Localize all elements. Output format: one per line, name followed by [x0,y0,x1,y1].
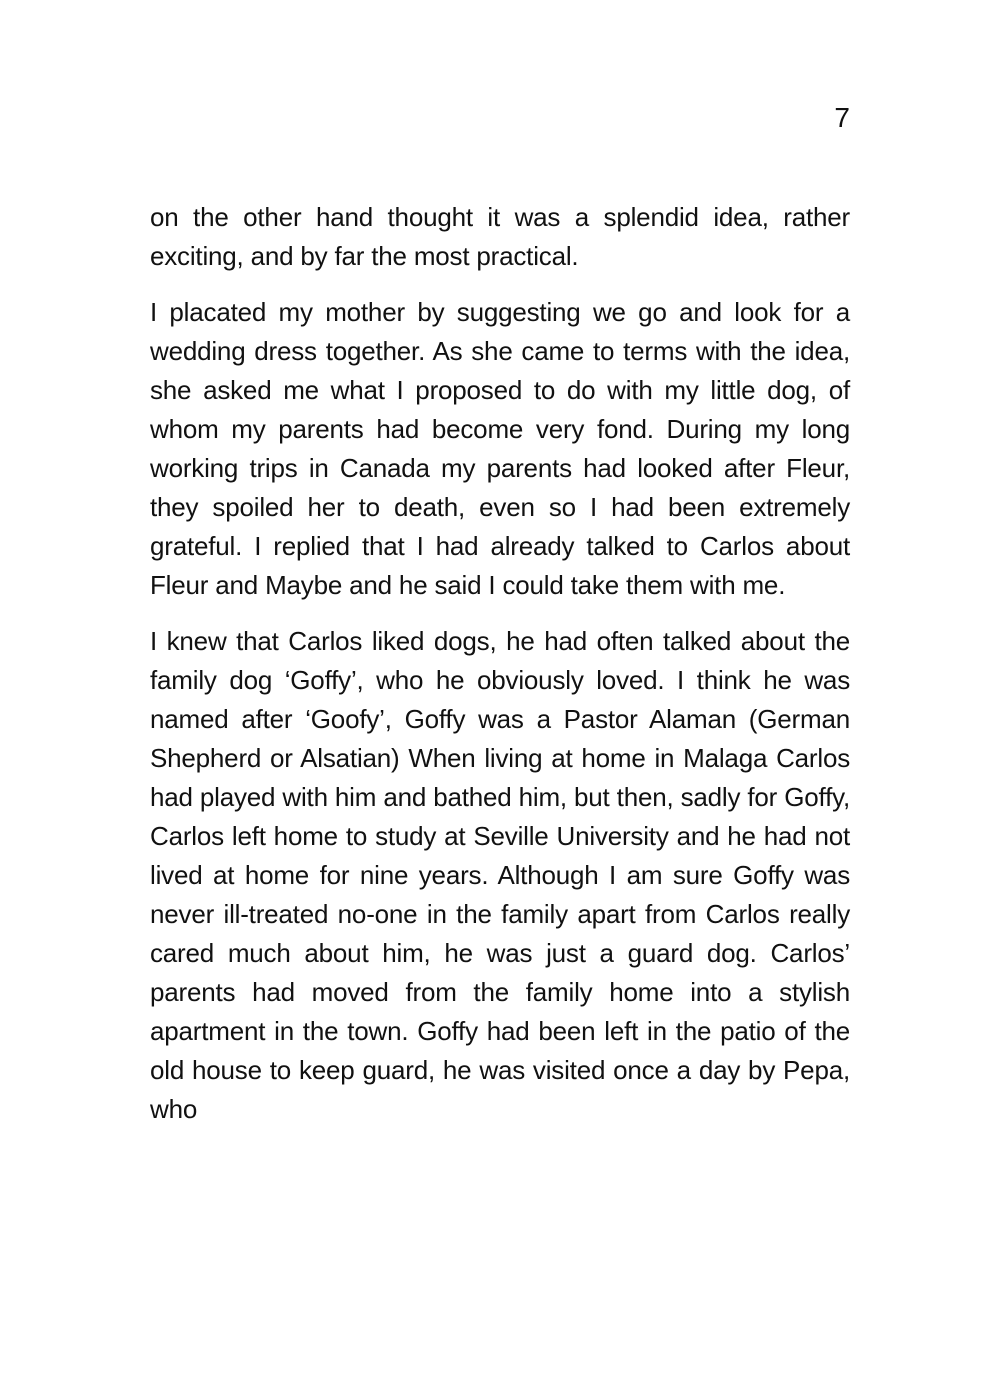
paragraph-3: I knew that Carlos liked dogs, he had often talked about the family dog ‘Goffy’, who he obviously loved. I think he was named after ‘Goofy’, Goffy was a Pastor Alaman (German Shepherd or Alsatian) When living at home in Malaga Carlos had played with him and bathed him, but then, sadly for Goffy, Carlos left home to study at Seville University and he had not lived at home for nine years. Although I am sure Goffy was never ill-treated no-one in the family apart from Carlos really cared much about him, he was just a guard dog. Carlos’ parents had moved from the family home into a stylish apartment in the town. Goffy had been left in the patio of the old house to keep guard, he was visited once a day by Pepa, who [150,626,850,1124]
page-number: 7 [834,102,850,133]
body-text [150,198,850,1146]
paragraph-1: on the other hand thought it was a splendid idea, rather exciting, and by far the most practical. [150,202,850,271]
paragraph-2: I placated my mother by suggesting we go and look for a wedding dress together. As she came to terms with the idea, she asked me what I proposed to do with my little dog, of whom my parents had become very fond. During my long working trips in Canada my parents had looked after Fleur, they spoiled her to death, even so I had been extremely grateful. I replied that I had already talked to Carlos about Fleur and Maybe and he said I could take them with me. [150,297,850,600]
